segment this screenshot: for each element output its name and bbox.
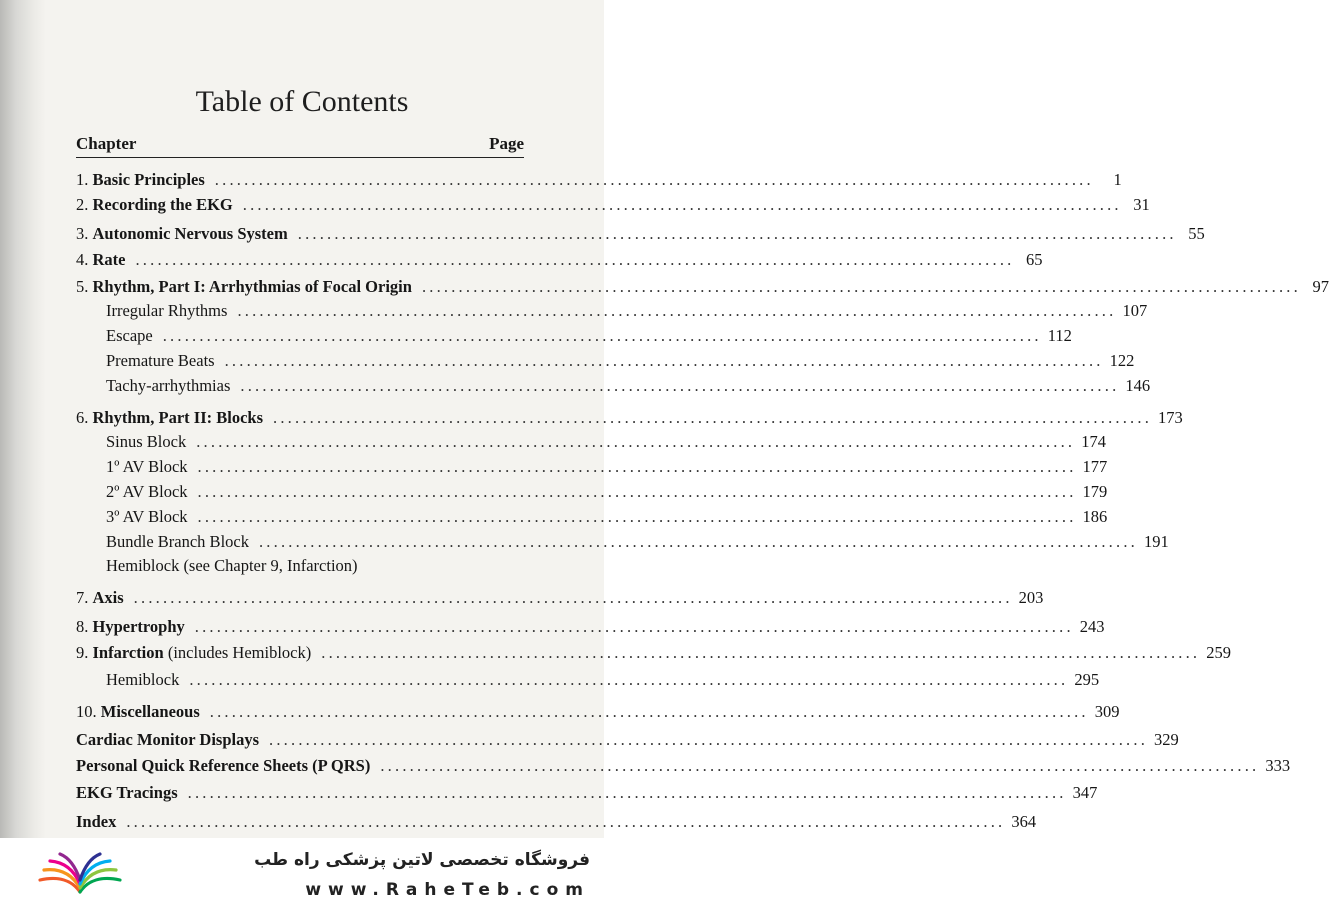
entry-title: [106, 324, 153, 348]
entry-title-text: Escape: [106, 326, 153, 345]
chapter-number: 8.: [76, 617, 93, 636]
page-number: 295: [1074, 670, 1100, 689]
entry-title: [106, 349, 215, 373]
page-number: 112: [1047, 326, 1072, 345]
dot-leader: ........................................................................................................................: [197, 507, 1077, 526]
entry-title-bold: Index: [76, 812, 117, 831]
dot-leader: ........................................................................................................................: [162, 326, 1042, 345]
toc-subentry: [106, 430, 1106, 454]
toc-subentry: [106, 299, 1148, 323]
entry-title: [106, 480, 188, 504]
entry-title: [76, 781, 178, 805]
dot-leader: ........................................................................................................................: [135, 250, 1015, 269]
entry-title-text: 1º AV Block: [106, 457, 188, 476]
toc-entry: [76, 754, 1291, 778]
toc-subentry: [106, 455, 1108, 479]
chapter-number: 3.: [76, 224, 93, 243]
entry-title: [76, 193, 233, 217]
chapter-number: 2.: [76, 195, 93, 214]
dot-leader: ........................................................................................................................: [237, 301, 1117, 320]
chapter-number: 1.: [76, 170, 93, 189]
page-number: 191: [1143, 532, 1169, 551]
entry-title-text: 2º AV Block: [106, 482, 188, 501]
page-number: 364: [1011, 812, 1037, 831]
toc-entry: [76, 248, 1043, 272]
page-number: 333: [1265, 756, 1291, 775]
toc-entry: [76, 641, 1231, 665]
toc-subentry: [106, 554, 524, 578]
page-number: 173: [1158, 408, 1183, 427]
entry-title: [106, 505, 188, 529]
page-number: 146: [1125, 376, 1151, 395]
header-rule: [76, 157, 524, 158]
entry-title: [76, 248, 125, 272]
entry-title-bold: Hypertrophy: [92, 617, 185, 636]
page-number: 31: [1133, 195, 1150, 214]
entry-title: [76, 754, 370, 778]
page-number: 55: [1188, 224, 1205, 243]
page-number: 65: [1025, 250, 1043, 269]
page-number: 177: [1082, 457, 1108, 476]
entry-title-text: Tachy-arrhythmias: [106, 376, 231, 395]
dot-leader: ........................................................................................................................: [194, 617, 1074, 636]
entry-title: [76, 700, 200, 724]
toc-entry: [76, 275, 1329, 299]
toc-entry: [76, 810, 1037, 834]
toc-entry: [76, 586, 1044, 610]
page-number: 347: [1072, 783, 1098, 802]
store-name: فروشگاه تخصصی لاتین پزشکی راه طب: [254, 850, 590, 870]
toc-subentry: [106, 349, 1135, 373]
page-number: 259: [1206, 643, 1231, 662]
entry-title-text: 3º AV Block: [106, 507, 188, 526]
dot-leader: ........................................................................................................................: [421, 277, 1301, 296]
chapter-number: 9.: [76, 643, 93, 662]
entry-title: [76, 586, 124, 610]
toc-subentry: [106, 668, 1100, 692]
chapter-number: 7.: [76, 588, 93, 607]
toc-subentry: [106, 530, 1169, 554]
toc-header: [76, 131, 524, 157]
entry-title-text: Bundle Branch Block: [106, 532, 249, 551]
entry-title: [76, 641, 311, 665]
footer-banner: [0, 838, 604, 906]
store-url: www.RaheTeb.com: [305, 880, 590, 900]
page-number: 122: [1109, 351, 1135, 370]
page-number: 97: [1312, 277, 1329, 296]
toc-subentry: [106, 505, 1108, 529]
entry-title: [106, 554, 358, 578]
page-number: 107: [1122, 301, 1148, 320]
entry-title-text: Hemiblock: [106, 670, 180, 689]
entry-title-text: Premature Beats: [106, 351, 215, 370]
page-number: 186: [1082, 507, 1108, 526]
page-gutter-shadow: [0, 0, 46, 838]
toc-entry: [76, 615, 1105, 639]
page-number: 243: [1079, 617, 1105, 636]
entry-title-text: (includes Hemiblock): [163, 643, 312, 662]
toc-subentry: [106, 324, 1072, 348]
entry-title: [76, 406, 263, 430]
page-number: 329: [1154, 730, 1179, 749]
entry-title-bold: Miscellaneous: [100, 702, 200, 721]
entry-title-bold: Rhythm, Part I: Arrhythmias of Focal Origin: [92, 277, 412, 296]
dot-leader: ........................................................................................................................: [297, 224, 1177, 243]
entry-title: [76, 810, 116, 834]
page-number: 174: [1081, 432, 1106, 451]
dot-leader: ........................................................................................................................: [209, 702, 1089, 721]
entry-title: [106, 455, 188, 479]
page-title: Table of Contents: [195, 85, 409, 118]
entry-title: [106, 530, 249, 554]
dot-leader: ........................................................................................................................: [240, 376, 1120, 395]
entry-title-bold: Rhythm, Part II: Blocks: [92, 408, 264, 427]
page-column-header: Page: [489, 134, 524, 153]
dot-leader: ........................................................................................................................: [189, 670, 1069, 689]
toc-entry: [76, 193, 1150, 217]
entry-title: [106, 668, 179, 692]
entry-title-text: Sinus Block: [106, 432, 187, 451]
dot-leader: ........................................................................................................................: [187, 783, 1067, 802]
entry-title-bold: Infarction: [92, 643, 164, 662]
open-book-logo-icon: [32, 850, 128, 898]
dot-leader: ........................................................................................................................: [196, 432, 1076, 451]
dot-leader: ........................................................................................................................: [258, 532, 1138, 551]
toc-entry: [76, 728, 1179, 752]
entry-title-bold: Personal Quick Reference Sheets (P QRS): [76, 756, 371, 775]
chapter-number: 10.: [76, 702, 101, 721]
chapter-number: 5.: [76, 277, 93, 296]
entry-title-bold: Rate: [92, 250, 126, 269]
toc-entry: [76, 168, 1122, 192]
entry-title-text: Irregular Rhythms: [106, 301, 228, 320]
page-number: 179: [1082, 482, 1108, 501]
entry-title-bold: Recording the EKG: [92, 195, 233, 214]
toc-entry: [76, 222, 1205, 246]
entry-title-text: Hemiblock (see Chapter 9, Infarction): [106, 556, 358, 575]
dot-leader: ........................................................................................................................: [242, 195, 1122, 214]
dot-leader: ........................................................................................................................: [214, 170, 1094, 189]
entry-title: [76, 615, 185, 639]
dot-leader: ........................................................................................................................: [133, 588, 1013, 607]
toc-subentry: [106, 480, 1108, 504]
entry-title: [76, 222, 288, 246]
entry-title: [106, 430, 186, 454]
entry-title: [106, 299, 227, 323]
dot-leader: ........................................................................................................................: [197, 482, 1077, 501]
dot-leader: ........................................................................................................................: [269, 730, 1149, 749]
chapter-number: 4.: [76, 250, 93, 269]
chapter-number: 6.: [76, 408, 93, 427]
page-number: 309: [1094, 702, 1120, 721]
entry-title: [106, 374, 230, 398]
dot-leader: ........................................................................................................................: [273, 408, 1153, 427]
entry-title-bold: Axis: [92, 588, 124, 607]
dot-leader: ........................................................................................................................: [224, 351, 1104, 370]
page-number: 203: [1018, 588, 1044, 607]
entry-title: [76, 275, 412, 299]
entry-title: [76, 728, 259, 752]
entry-title-bold: EKG Tracings: [76, 783, 178, 802]
dot-leader: ........................................................................................................................: [126, 812, 1006, 831]
entry-title: [76, 168, 205, 192]
entry-title-bold: Basic Principles: [92, 170, 205, 189]
page-number: 1: [1113, 170, 1122, 189]
toc-entry: [76, 406, 1183, 430]
entry-title-bold: Cardiac Monitor Displays: [76, 730, 260, 749]
entry-title-bold: Autonomic Nervous System: [92, 224, 288, 243]
dot-leader: ........................................................................................................................: [197, 457, 1077, 476]
dot-leader: ........................................................................................................................: [380, 756, 1260, 775]
toc-entry: [76, 781, 1098, 805]
toc-subentry: [106, 374, 1151, 398]
toc-entry: [76, 700, 1120, 724]
dot-leader: ........................................................................................................................: [321, 643, 1201, 662]
chapter-column-header: Chapter: [76, 134, 137, 153]
